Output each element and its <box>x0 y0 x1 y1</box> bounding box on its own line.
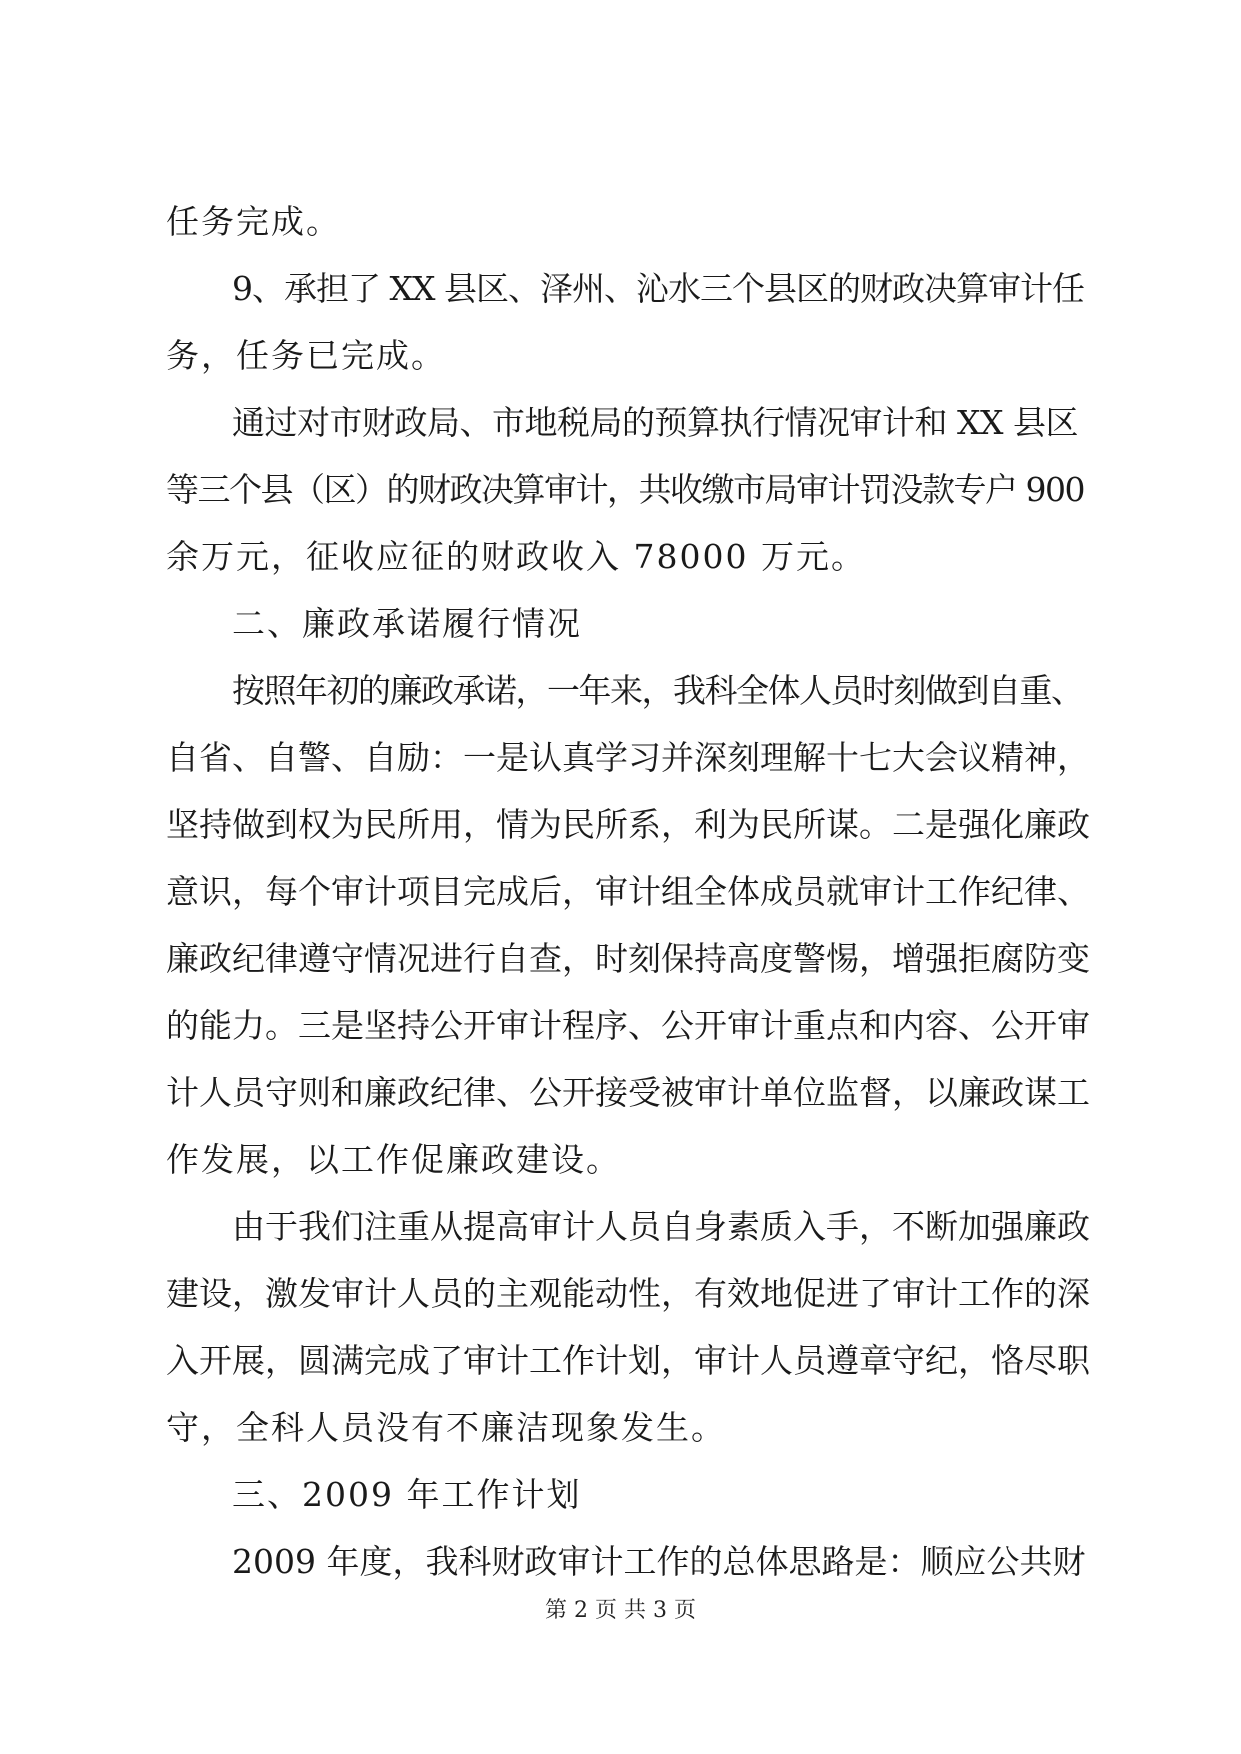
paragraph-line: 自省、自警、自励：一是认真学习并深刻理解十七大会议精神， <box>166 738 1090 777</box>
paragraph-line: 由于我们注重从提高审计人员自身素质入手，不断加强廉政 <box>232 1207 1090 1246</box>
paragraph-line: 建设，激发审计人员的主观能动性，有效地促进了审计工作的深 <box>166 1274 1090 1313</box>
paragraph-line: 计人员守则和廉政纪律、公开接受被审计单位监督，以廉政谋工 <box>166 1073 1090 1112</box>
paragraph-line: 的能力。三是坚持公开审计程序、公开审计重点和内容、公开审 <box>166 1006 1090 1045</box>
paragraph-line: 任务完成。 <box>166 202 341 241</box>
section-heading: 二、廉政承诺履行情况 <box>232 604 582 643</box>
page-footer: 第 2 页 共 3 页 <box>545 1598 696 1623</box>
paragraph-line: 通过对市财政局、市地税局的预算执行情况审计和 XX 县区 <box>232 403 1078 442</box>
paragraph-line: 入开展，圆满完成了审计工作计划，审计人员遵章守纪，恪尽职 <box>166 1341 1090 1380</box>
paragraph-line: 务，任务已完成。 <box>166 336 446 375</box>
paragraph-line: 廉政纪律遵守情况进行自查，时刻保持高度警惕，增强拒腐防变 <box>166 939 1090 978</box>
paragraph-line: 意识，每个审计项目完成后，审计组全体成员就审计工作纪律、 <box>166 872 1090 911</box>
paragraph-line: 坚持做到权为民所用，情为民所系，利为民所谋。二是强化廉政 <box>166 805 1090 844</box>
paragraph-line: 守，全科人员没有不廉洁现象发生。 <box>166 1408 726 1447</box>
paragraph-line: 等三个县（区）的财政决算审计，共收缴市局审计罚没款专户 900 <box>166 470 1084 509</box>
paragraph-line: 2009 年度，我科财政审计工作的总体思路是：顺应公共财 <box>232 1542 1086 1581</box>
paragraph-line: 按照年初的廉政承诺，一年来，我科全体人员时刻做到自重、 <box>232 671 1083 710</box>
paragraph-line: 9、承担了 XX 县区、泽州、沁水三个县区的财政决算审计任 <box>232 269 1084 308</box>
paragraph-line: 作发展，以工作促廉政建设。 <box>166 1140 621 1179</box>
section-heading: 三、2009 年工作计划 <box>232 1475 582 1514</box>
paragraph-line: 余万元，征收应征的财政收入 78000 万元。 <box>166 537 866 576</box>
